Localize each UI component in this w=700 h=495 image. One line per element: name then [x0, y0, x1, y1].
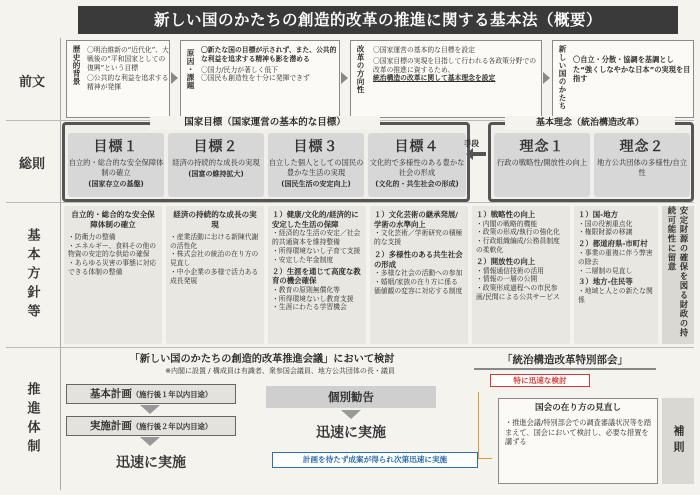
arrow-left-icon	[466, 148, 473, 160]
divider	[6, 202, 694, 203]
implementation-plan-box: 実施計画（施行後２年以内目途）	[66, 416, 236, 436]
no-wait-note: 計画を待たず成案が得られ次第迅速に実施	[272, 452, 478, 468]
principle-2: 理念２ 地方公共団体の多様性/自立性	[594, 133, 690, 197]
arrow-right-icon	[341, 72, 348, 84]
means-label: 手段	[464, 139, 479, 148]
connector-line	[478, 392, 479, 458]
page-title: 新しい国のかたちの創造的改革の推進に関する基本法（概要）	[78, 6, 678, 34]
quick-implementation-2: 迅速に実施	[316, 425, 386, 441]
connector-line	[478, 458, 492, 459]
national-goals-title: 国家目標（国家運営の基本的な目標）	[150, 116, 380, 130]
council-note: ※内閣に設置 / 構成員は有識者、衆参国会議員、地方公共団体の長・議員	[165, 367, 395, 375]
special-note: 特に迅速な検討	[490, 374, 590, 387]
supplement-label: 補則	[662, 398, 694, 484]
diet-review-box: 国会の在り方の見直し ・推進会議/特別部会での調査審議状況等を踏まえて、国会において検討し、必要な措置を講ずる	[498, 398, 658, 484]
policy-col-2: 経済の持続的な成長の実現 ・産業活動における新陳代謝の活性化 ・株式会社の統治の在り方の見直し ・中小企業の多様で活力ある成長発展	[166, 206, 264, 344]
direction-label: 改革の方向性	[356, 45, 365, 94]
section-label-general: 総則	[18, 156, 45, 172]
goal-4: 目標４ 文化的で多様性のある豊かな社会の形成 (文化的・共生社会の形成)	[368, 133, 466, 197]
quick-implementation: 迅速に実施	[116, 455, 186, 471]
cause-label: 原因・課題	[186, 49, 195, 90]
preamble-direction	[350, 40, 542, 118]
arrow-right-icon	[543, 72, 550, 84]
divider	[60, 38, 61, 490]
goal-2: 目標２ 経済の持続的な成長の実現 (国富の維持拡大)	[168, 133, 264, 197]
preamble-history	[66, 40, 170, 118]
history-items: 〇明治維新の“近代化”、大戦後の“平和国家としての復興”という目標 〇公共的な利益を追求する精神が発揮	[87, 46, 169, 92]
arrow-down-icon	[341, 410, 361, 419]
basic-plan-box: 基本計画（施行後１年以内目途）	[66, 384, 236, 404]
principles-title: 基本理念（統治構造改革）	[505, 116, 675, 130]
goal-3: 目標３ 自立した個人としての国民の豊かな生活の実現 (国民生活の安定向上)	[268, 133, 364, 197]
policy-col-6: １）国-地方 ・国の役割重点化 ・権限財源の移譲 ２）都道府県-市町村 ・事業の重複に伴う弊害の除去 ・二層制の見直し ３）地方-住民等 ・地域と人との新たな関係	[574, 206, 658, 344]
preamble-cause	[180, 40, 340, 118]
policy-col-1: 自立的・総合的な安全保障体制の確立 ・防衛力の整備 ・エネルギー、食料その他の物資の安定的な供給の確保 ・あらゆる災害の事態に対応できる体制の整備	[64, 206, 162, 344]
special-committee-title: 「統治構造改革特別部会」	[474, 352, 656, 370]
goal-1: 目標１ 自立的・総合的な安全保障体制の確立 (国家存立の基盤)	[68, 133, 164, 197]
individual-recommendation-box: 個別勧告	[266, 386, 436, 408]
means-arrow	[472, 152, 486, 156]
direction-items: 〇国家運営の基本的な目標を設定 〇国家目標の実現を目指して行われる各政策分野での改革の推進に資するため、 統治構造の改革に関して基本理念を設定	[373, 46, 537, 83]
arrow-right-icon	[171, 72, 178, 84]
divider	[6, 347, 694, 348]
arrow-down-icon	[140, 405, 160, 414]
section-label-preamble: 前文	[18, 74, 45, 90]
history-label: 歴史的背景	[72, 45, 81, 86]
preamble-shape	[552, 40, 694, 118]
finance-note: 安定財源の確保を図る財政の持続可能性に留意	[662, 206, 694, 344]
policy-col-4: １）文化芸術の継承発展/学術の水準向上 ・文化芸術／学術研究の積極的な支援 ２）多様性のある共生社会の形成 ・多様な社会の活動への参加 ・婚姻/家族の在り方に係る価値観の変容に対応する制度	[370, 206, 468, 344]
policy-col-5: １）戦略性の向上 ・内閣の戦略的機能 ・政策の形成/執行の強化化 ・行政組織編成/公務員制度の柔軟化 ２）開放性の向上 ・情報通信技術の活用 ・情報の一層の公開 ・政策形成過程への市民参画/民間による公共サービス	[472, 206, 570, 344]
policy-col-3: １）健康/文化的/経済的に安定した生活の保障 ・経済的な生活の安定／社会的共通資本を維持整備 ・所得環境ないし子育て支援 ・安定した年金制度 ２）生涯を通じて高度な教育の機会確保 ・教育の原則無償化等 ・所得環境ないし教育支援 ・生涯にわたる学習機会	[268, 206, 366, 344]
cause-items: 〇新たな国の目標が示されず、また、公共的な利益を追求する精神も影を潜める 〇国力/民力が著しく低下 〇国民も創造性を十分に発揮できず	[201, 46, 337, 83]
section-label-policy: 基本方針等	[24, 227, 40, 323]
shape-label: 新しい国のかたち	[558, 45, 567, 110]
section-label-system: 推進体制	[24, 382, 40, 458]
shape-text: 〇自立・分散・協調を基調とした“強くしなやかな日本”の実現を目指す	[573, 55, 691, 84]
principle-1: 理念１ 行政の戦略性/開放性の向上	[494, 133, 590, 197]
council-title: 「新しい国のかたちの創造的改革推進会議」において検討	[129, 354, 395, 365]
arrow-down-icon	[140, 437, 160, 446]
